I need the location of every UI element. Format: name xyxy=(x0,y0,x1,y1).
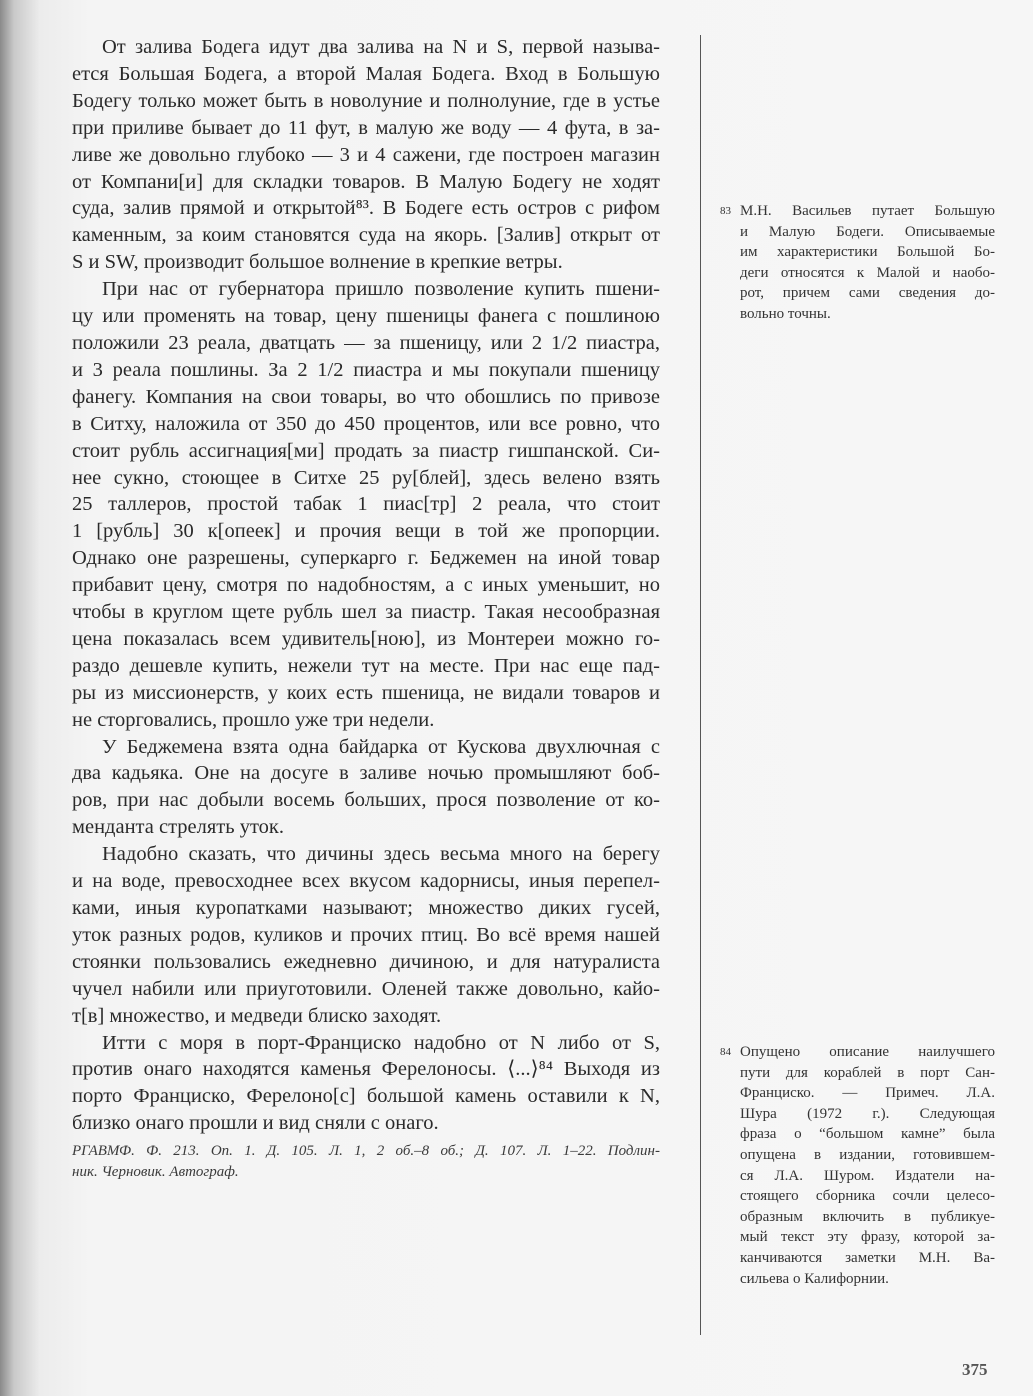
footnote-line: фраза о “большом камне” была xyxy=(740,1126,995,1143)
column-divider xyxy=(700,35,701,1335)
footnote-line: деги относятся к Малой и наобо- xyxy=(740,264,995,281)
text-line: и 3 реала пошлины. За 2 1/2 пиастра и мы покупали пшеницу xyxy=(72,358,660,381)
footnote-number: 84 xyxy=(720,1046,731,1058)
footnote-line: Шура (1972 г.). Следующая xyxy=(740,1105,995,1122)
text-line: раздо дешевле купить, нежели тут на месте. При нас еще пад- xyxy=(72,654,660,677)
text-line: цу или променять на товар, цену пшеницы фанега с пошлиною xyxy=(72,305,660,328)
text-line: цена показалась всем удивитель[ною], из Монтереи можно го- xyxy=(72,627,660,650)
text-line: стоянки пользовались ежедневно дичиною, и для натуралиста xyxy=(72,950,660,973)
text-line: Однако оне разрешены, суперкарго г. Беджемен на иной товар xyxy=(72,547,660,570)
text-line: против онаго находятся каменья Ферелоносы. ⟨...⟩⁸⁴ Выходя из xyxy=(72,1058,660,1081)
footnote-line: канчиваются заметки М.Н. Ва- xyxy=(740,1249,995,1266)
text-line: нее сукно, стоющее в Ситхе 25 ру[блей], здесь велено взять xyxy=(72,466,660,489)
text-line: Надобно сказать, что дичины здесь весьма много на берегу xyxy=(102,843,660,866)
paragraph xyxy=(72,734,660,842)
text-line: от Компани[и] для складки товаров. В Малую Бодегу не ходят xyxy=(72,170,660,193)
text-line: прибавит цену, смотря по надобностям, а с иных уменьшит, но xyxy=(72,574,660,597)
footnote-line: пути для кораблей в порт Сан- xyxy=(740,1064,995,1081)
text-line: в Ситху, наложила от 350 до 450 процентов, или все ровно, что xyxy=(72,412,660,435)
text-line: 1 [рубль] 30 к[опеек] и прочия вещи в той же пропорции. xyxy=(72,520,660,543)
text-line: При нас от губернатора пришло позволение купить пшени- xyxy=(102,278,660,301)
paragraph xyxy=(72,276,660,733)
text-line: и на воде, превосходнее всех вкусом кадорнисы, иныя перепел- xyxy=(72,870,660,893)
text-line: порто Франциско, Ферелоно[с] большой камень оставили к N, xyxy=(72,1085,660,1108)
text-line: при приливе бывает до 11 фут, в малую же воду — 4 фута, в за- xyxy=(72,116,660,139)
text-line: чтобы в круглом щете рубль шел за пиастр. Такая несообразная xyxy=(72,601,660,624)
footnote-line: образным включить в публикуе- xyxy=(740,1208,995,1225)
text-line: 25 таллеров, простой табак 1 пиас[тр] 2 реала, что стоит xyxy=(72,493,660,516)
text-line: ры из миссионерств, у коих есть пшеница, не видали товаров и xyxy=(72,681,660,704)
footnote-line: им характеристики Большой Бо- xyxy=(740,244,995,261)
text-line: стоит рубль ассигнация[ми] продать за пиастр гишпанской. Си- xyxy=(72,439,660,462)
text-line: ливе же довольно глубоко — 3 и 4 сажени, где построен магазин xyxy=(72,143,660,166)
paragraph xyxy=(72,34,660,276)
footnote-line: и Малую Бодеги. Описываемые xyxy=(740,223,995,240)
text-line: положили 23 реала, дватцать — за пшеницу, или 2 1/2 пиастра, xyxy=(72,331,660,354)
text-line: чучел набили или приуготовили. Оленей также довольно, кайо- xyxy=(72,977,660,1000)
text-line: Итти с моря в порт-Франциско надобно от N либо от S, xyxy=(102,1031,660,1054)
text-line: ник. Черновик. Автограф. xyxy=(72,1164,239,1181)
footnote-line: ся Л.А. Шуром. Издатели на- xyxy=(740,1167,995,1184)
archival-source-reference xyxy=(72,1141,660,1183)
footnote-number: 83 xyxy=(720,205,731,217)
paragraph xyxy=(72,1030,660,1138)
text-line: уток разных родов, куликов и прочих птиц. Во всё время нашей xyxy=(72,923,660,946)
text-line: ками, иныя куропатками называют; множество диких гусей, xyxy=(72,897,660,919)
footnote-line: сильева о Калифорнии. xyxy=(740,1270,889,1287)
footnote-83 xyxy=(720,201,995,325)
text-line: менданта стрелять уток. xyxy=(72,816,284,839)
text-line: РГАВМФ. Ф. 213. Оп. 1. Д. 105. Л. 1, 2 об.–8 об.; Д. 107. Л. 1–22. Подлин- xyxy=(72,1143,660,1160)
text-line: т[в] множество, и медведи блиско заходят. xyxy=(72,1004,442,1027)
page-number: 375 xyxy=(962,1360,988,1379)
text-line: два кадьяка. Оне на досуге в заливе ночью промышляют боб- xyxy=(72,762,660,785)
footnote-line: мый текст эту фразу, которой за- xyxy=(740,1229,995,1246)
text-line: От залива Бодега идут два залива на N и S, первой называ- xyxy=(102,36,660,58)
text-line: каменным, за коим становятся суда на якорь. [Залив] открыт от xyxy=(72,224,660,247)
footnote-line: Опущено описание наилучшего xyxy=(740,1044,995,1060)
text-line: ров, при нас добыли восемь больших, прося позволение от ко- xyxy=(72,789,660,812)
text-line: Бодегу только может быть в новолуние и полнолуние, где в устье xyxy=(72,89,660,112)
text-line: ется Большая Бодега, а второй Малая Бодега. Вход в Большую xyxy=(72,62,660,85)
text-line: S и SW, производит большое волнение в крепкие ветры. xyxy=(72,251,563,274)
footnote-84 xyxy=(720,1042,995,1289)
footnote-line: стоящего сборника сочли целесо- xyxy=(740,1188,995,1205)
text-line: не сторговались, прошло уже три недели. xyxy=(72,708,435,731)
paragraph xyxy=(72,841,660,1029)
footnote-line: Франциско. — Примеч. Л.А. xyxy=(740,1085,995,1102)
text-line: суда, залив прямой и открытой⁸³. В Бодеге есть остров с рифом xyxy=(72,197,660,220)
footnote-line: рот, причем сами сведения до- xyxy=(740,285,995,302)
text-line: близко онаго прошли и вид сняли с онаго. xyxy=(72,1112,439,1135)
main-text-column xyxy=(72,34,660,1183)
footnote-line: опущена в издании, готовившем- xyxy=(740,1146,995,1163)
footnote-line: вольно точны. xyxy=(740,305,831,322)
footnote-line: М.Н. Васильев путает Большую xyxy=(740,203,995,219)
text-line: У Беджемена взята одна байдарка от Кускова двухлючная с xyxy=(102,735,660,758)
text-line: фанегу. Компания на свои товары, во что обошлись по привозе xyxy=(72,385,660,408)
